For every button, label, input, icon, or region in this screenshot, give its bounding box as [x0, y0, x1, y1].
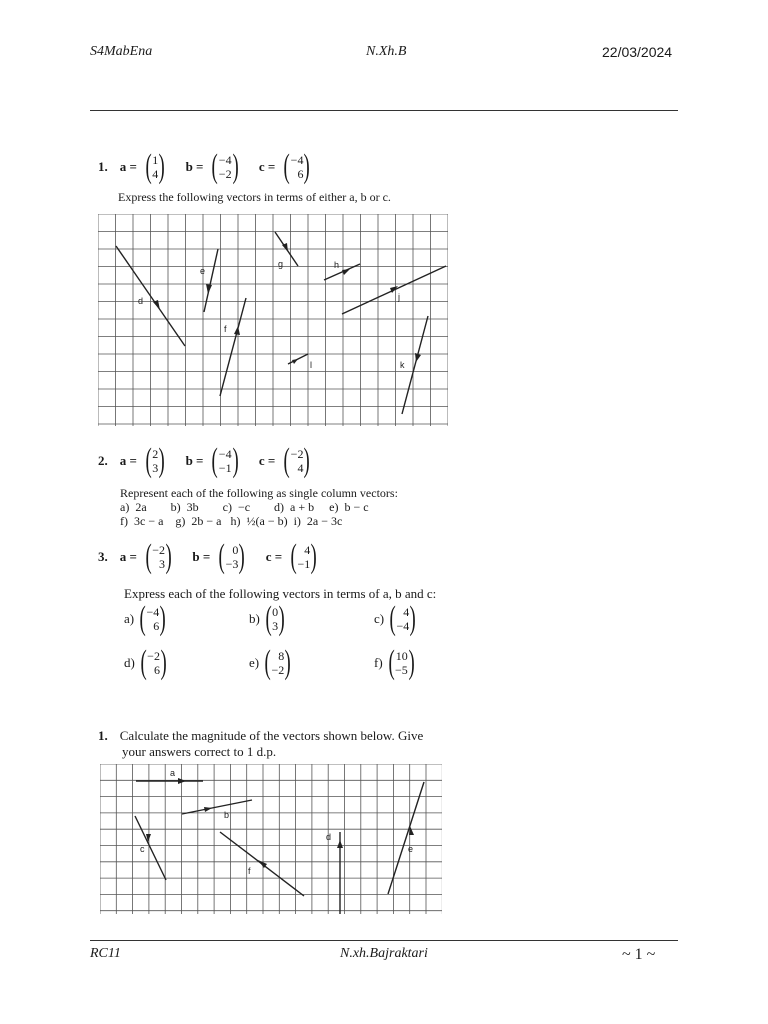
q3-answer-f: f) ( 10 −5 ) [374, 644, 415, 681]
grid-label-b: b [224, 810, 230, 820]
arrow-d [337, 840, 343, 848]
vector-bottom: 3 [159, 557, 166, 571]
header-rule [90, 110, 678, 111]
vector-bottom: 4 [297, 461, 304, 475]
grid-label-j: j [398, 292, 400, 302]
vector-top: −4 [218, 447, 232, 461]
q2-parts-line1: a) 2a b) 3b c) −c d) a + b e) b − c [120, 500, 369, 514]
vector-top: 1 [152, 153, 159, 167]
grid-label-c: c [140, 844, 145, 854]
q2-vector-a: a = ( 2 3 ) [119, 442, 166, 479]
grid-label-g: g [278, 259, 284, 269]
grid-label-e: e [408, 844, 414, 854]
answer-bottom: 6 [153, 663, 160, 677]
arrow-l [292, 359, 298, 364]
vector-label: a = [119, 549, 137, 564]
header-date: 22/03/2024 [602, 44, 673, 60]
vector-label: c = [258, 453, 276, 468]
answer-top: 10 [395, 649, 408, 663]
q1-vector-b: b = ( −4 −2 ) [185, 148, 239, 185]
answer-label: c) [374, 611, 385, 626]
vector-bottom: −2 [218, 167, 232, 181]
q3-answer-e: e) ( 8 −2 ) [249, 644, 291, 681]
answer-bottom: −4 [396, 619, 410, 633]
q3-answer-c: c) ( 4 −4 ) [374, 600, 416, 637]
vector-k-line [402, 316, 428, 414]
grid-label-h: h [334, 260, 340, 270]
vector-b-line [182, 800, 252, 814]
q3-vector-c: c = ( 4 −1 ) [265, 538, 318, 575]
answer-label: d) [124, 655, 135, 670]
answer-top: −2 [147, 649, 160, 663]
answer-bottom: 6 [153, 619, 160, 633]
q1-vector-a: a = ( 1 4 ) [119, 148, 166, 185]
header-left: S4MabEna [90, 44, 153, 59]
grid-label-d: d [326, 832, 332, 842]
answer-bottom: −2 [271, 663, 285, 677]
q1-instruction: Express the following vectors in terms of either a, b or c. [118, 190, 391, 204]
arrow-a [178, 778, 186, 784]
vector-top: −4 [290, 153, 304, 167]
q2-vector-b: b = ( −4 −1 ) [185, 442, 239, 479]
q2-instruction: Represent each of the following as single column vectors: [120, 486, 398, 500]
vector-top: −4 [218, 153, 232, 167]
vector-bottom: −1 [297, 557, 311, 571]
q3-answer-a: a) ( −4 6 ) [124, 600, 166, 637]
q3-vector-a: a = ( −2 3 ) [119, 538, 172, 575]
grid-label-a: a [170, 768, 176, 778]
q4-number: 1. [98, 728, 108, 743]
answer-label: b) [249, 611, 260, 626]
vector-label: c = [265, 549, 283, 564]
q3-number: 3. [98, 549, 108, 564]
vector-label: a = [119, 453, 137, 468]
vector-label: b = [185, 453, 204, 468]
vector-top: −2 [290, 447, 304, 461]
answer-label: e) [249, 655, 260, 670]
q4-heading [98, 728, 423, 744]
grid-label-f: f [248, 866, 251, 876]
answer-top: 4 [403, 605, 410, 619]
answer-bottom: 3 [272, 619, 279, 633]
header-center: N.Xh.B [366, 44, 407, 59]
vector-label: c = [258, 159, 276, 174]
vector-bottom: 6 [297, 167, 304, 181]
vector-bottom: −1 [218, 461, 232, 475]
q3-instruction: Express each of the following vectors in terms of a, b and c: [124, 586, 437, 601]
q1-vectors [98, 148, 331, 185]
grid-label-f: f [224, 324, 227, 334]
footer-rule [90, 940, 678, 941]
q3-answers-row1 [124, 600, 499, 637]
q4-instruction-line1: Calculate the magnitude of the vectors shown below. Give [119, 728, 424, 743]
q3-answers-row2 [124, 644, 499, 681]
vector-top: −2 [152, 543, 166, 557]
q1-vector-c: c = ( −4 6 ) [258, 148, 311, 185]
answer-top: −4 [146, 605, 160, 619]
grid-label-k: k [400, 360, 405, 370]
q2-vector-c: c = ( −2 4 ) [258, 442, 311, 479]
q2-parts-line2: f) 3c − a g) 2b − a h) ½(a − b) i) 2a − 3c [120, 514, 343, 528]
q3-answer-d: d) ( −2 6 ) [124, 644, 167, 681]
vector-f-line [220, 298, 246, 396]
q3-vectors [98, 538, 338, 575]
vector-top: 4 [304, 543, 311, 557]
grid-label-l: l [310, 360, 312, 370]
vector-e-line [204, 249, 218, 312]
arrow-f [234, 326, 240, 335]
answer-label: a) [124, 611, 135, 626]
grid-label-e: e [200, 266, 206, 276]
vector-bottom: 3 [152, 461, 159, 475]
q1-vector-grid [98, 214, 448, 426]
footer-center: N.xh.Bajraktari [340, 946, 428, 961]
q3-answer-b: b) ( 0 3 ) [249, 600, 285, 637]
answer-bottom: −5 [395, 663, 408, 677]
q3-vector-b: b = ( 0 −3 ) [192, 538, 246, 575]
footer-left: RC11 [90, 946, 121, 961]
grid-label-d: d [138, 296, 144, 306]
vector-label: b = [192, 549, 211, 564]
q4-instruction-line2: your answers correct to 1 d.p. [122, 744, 277, 759]
answer-label: f) [374, 655, 383, 670]
vector-bottom: 4 [152, 167, 159, 181]
q2-number: 2. [98, 453, 108, 468]
answer-top: 0 [272, 605, 279, 619]
q2-vectors [98, 442, 331, 479]
vector-bottom: −3 [225, 557, 239, 571]
vector-top: 0 [232, 543, 239, 557]
answer-top: 8 [278, 649, 285, 663]
vector-top: 2 [152, 447, 159, 461]
q1-number: 1. [98, 159, 108, 174]
q4-vector-grid [100, 764, 442, 914]
footer-page-number: ~ 1 ~ [622, 946, 656, 963]
vector-label: b = [185, 159, 204, 174]
vector-label: a = [119, 159, 137, 174]
